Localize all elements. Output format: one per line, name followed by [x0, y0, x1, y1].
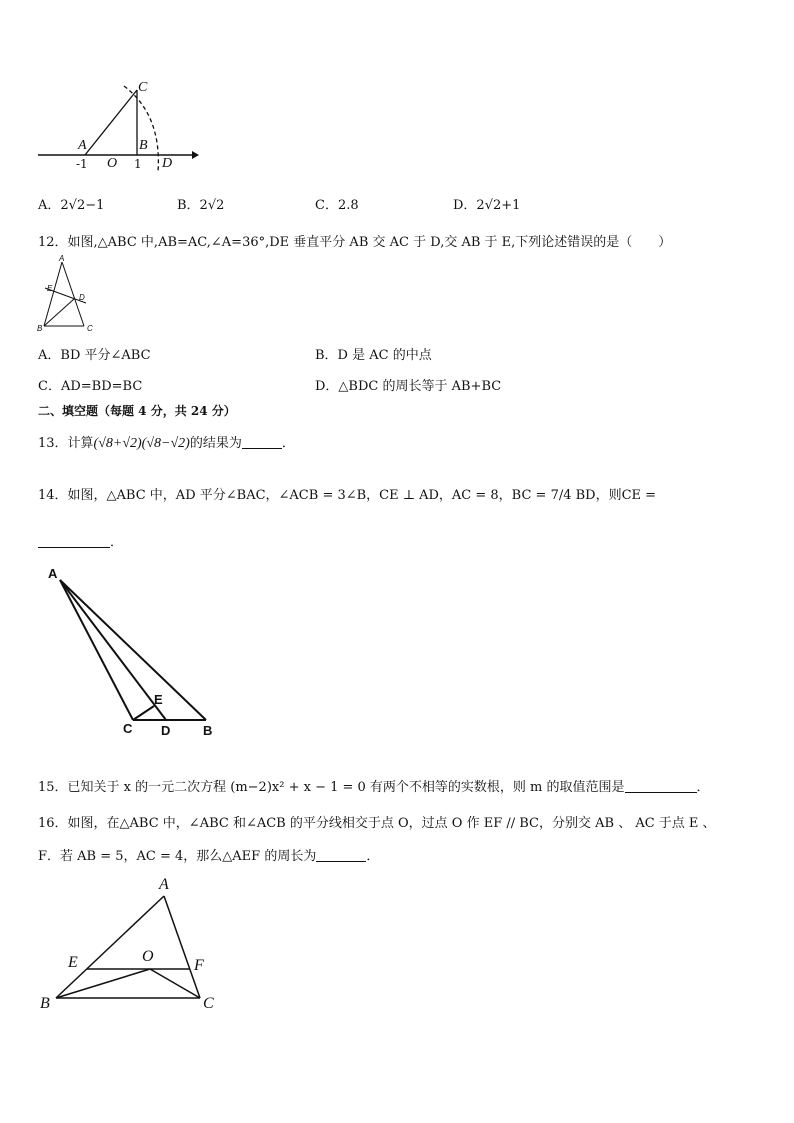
q14-label-a: A: [48, 566, 58, 581]
q11-label-o: O: [107, 156, 118, 171]
q11-label-c: C: [138, 80, 148, 95]
section-title-fill-in: 二、填空题（每题 4 分，共 24 分）: [38, 404, 236, 418]
q11-option-d: D．2√2+1: [453, 198, 521, 213]
q14-question: 14．如图，△ABC 中，AD 平分∠BAC，∠ACB = 3∠B，CE ⊥ AD，AC = 8，BC = 7/4 BD，则CE =: [38, 488, 657, 503]
q12-option-a: A．BD 平分∠ABC: [38, 348, 151, 363]
q13-suffix: 的结果为: [189, 436, 242, 451]
q11-label-d: D: [162, 156, 173, 171]
q16-label-f: F: [194, 957, 204, 974]
q11-option-a: A．2√2−1: [38, 198, 105, 213]
q12-label-a: A: [59, 254, 65, 263]
q15-text: 15．已知关于 x 的一元二次方程 (m−2)x² + x − 1 = 0 有两个不相等的实数根，则 m 的取值范围是: [38, 780, 625, 795]
q13-expression: (√8+√2)(√8−√2): [93, 436, 190, 451]
q16-label-c: C: [203, 995, 214, 1012]
q12-label-b: B: [37, 324, 43, 333]
q12-question: 12．如图,△ABC 中,AB=AC,∠A=36°,DE 垂直平分 AB 交 AC 于 D,交 AB 于 E,下列论述错误的是（ ）: [38, 235, 672, 250]
q11-option-b: B．2√2: [177, 198, 225, 213]
q11-label-one: 1: [134, 157, 142, 171]
q14-end: ．: [110, 535, 124, 550]
q11-label-b: B: [139, 138, 148, 153]
q16-label-a: A: [159, 876, 169, 893]
q15-end: ．: [696, 780, 710, 795]
q14-label-d: D: [161, 723, 171, 738]
q12-option-c: C．AD=BD=BC: [38, 379, 143, 394]
q14-label-b: B: [203, 723, 213, 738]
q12-label-d: D: [79, 293, 85, 302]
q16-label-b: B: [40, 995, 50, 1012]
q14-label-c: C: [123, 721, 133, 736]
q12-option-b: B．D 是 AC 的中点: [315, 348, 432, 363]
q12-label-e: E: [47, 284, 53, 293]
q11-label-a: A: [78, 138, 87, 153]
q16-end: ．: [366, 849, 380, 864]
q16-label-e: E: [68, 954, 78, 971]
q13-end: ．: [281, 436, 295, 451]
q14-label-e: E: [154, 692, 163, 707]
q16-question-line1: 16．如图，在△ABC 中，∠ABC 和∠ACB 的平分线相交于点 O，过点 O 作 EF // BC，分别交 AB 、 AC 于点 E 、: [38, 816, 716, 831]
q12-label-c: C: [87, 324, 93, 333]
q11-label-neg1: -1: [76, 157, 88, 171]
q16-line2-text: F．若 AB = 5，AC = 4，那么△AEF 的周长为: [38, 849, 317, 864]
q12-option-d: D．△BDC 的周长等于 AB+BC: [315, 379, 502, 394]
q13-prefix: 13．计算: [38, 436, 94, 451]
q16-label-o: O: [142, 948, 154, 965]
q11-option-c: C．2.8: [315, 198, 359, 213]
